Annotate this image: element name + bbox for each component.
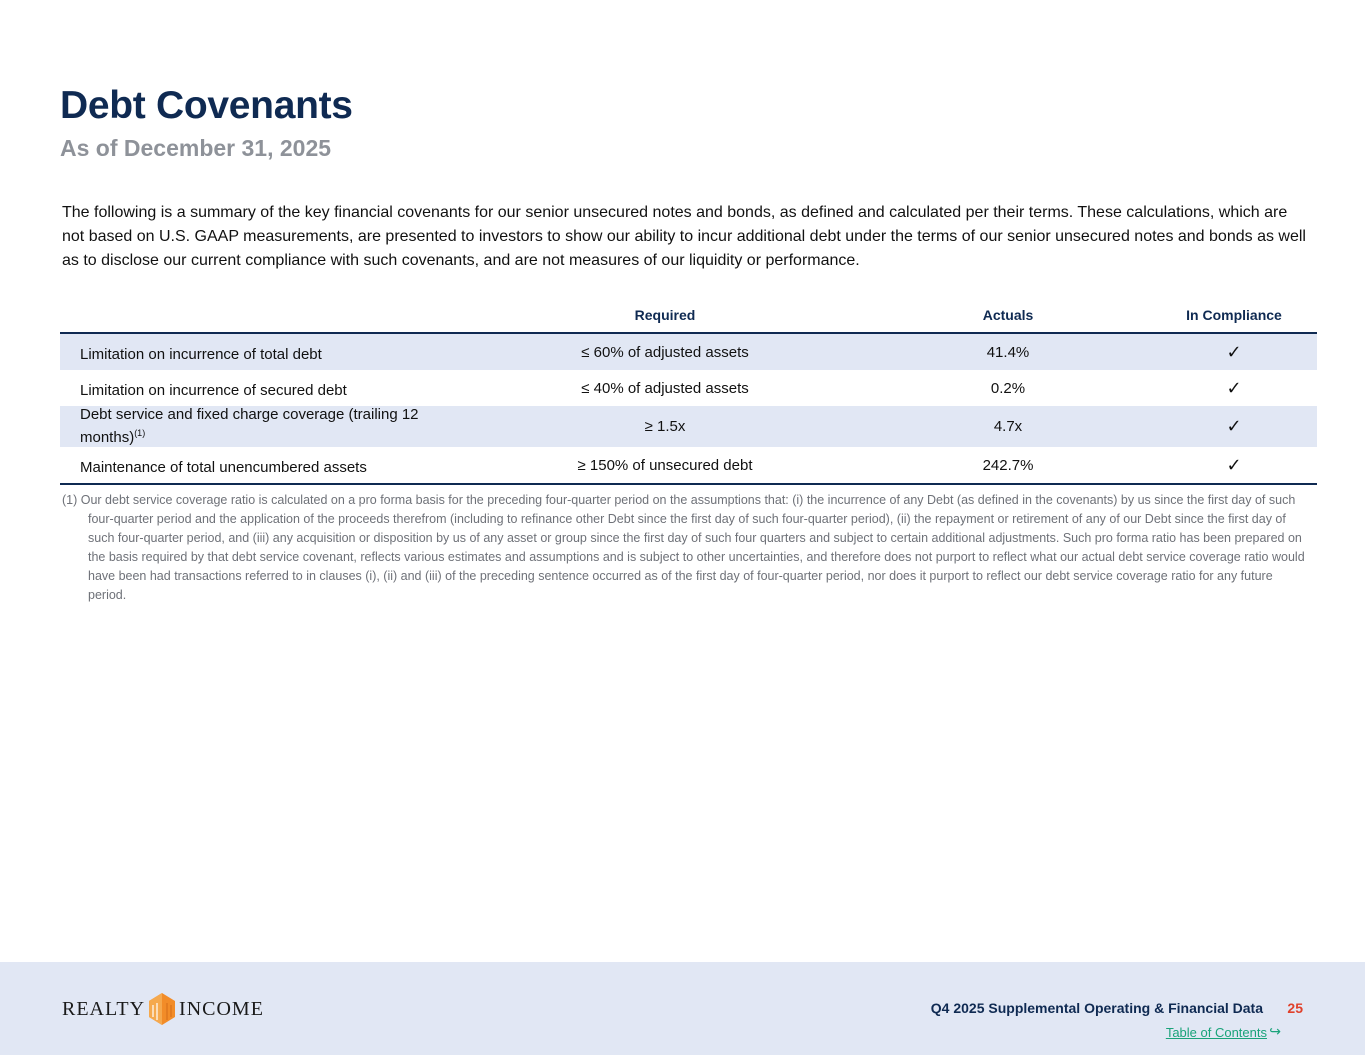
logo-text-income: INCOME	[179, 997, 264, 1020]
required-value: ≤ 60% of adjusted assets	[465, 333, 865, 370]
required-value: ≤ 40% of adjusted assets	[581, 379, 749, 397]
page-title: Debt Covenants	[60, 84, 353, 127]
covenant-name: Debt service and fixed charge coverage (trailing 12 months)$^{(1)}$	[60, 406, 465, 447]
compliance-check-icon: ✓	[1151, 333, 1317, 370]
actual-value: 4.7x	[865, 406, 1151, 447]
table-header-row	[60, 298, 1317, 333]
table-row	[60, 406, 1317, 447]
covenant-name: Limitation on incurrence of secured debt	[80, 381, 347, 399]
page-subtitle: As of December 31, 2025	[60, 135, 332, 161]
column-header-required: Required	[465, 298, 865, 333]
table-row	[60, 333, 1317, 370]
column-header-actuals: Actuals	[865, 298, 1151, 333]
realty-income-logo	[62, 993, 264, 1025]
covenants-table	[60, 298, 1317, 485]
required-value: ≥ 1.5x	[465, 406, 865, 447]
covenant-name: Limitation on incurrence of total debt	[60, 333, 465, 370]
column-header-compliance: In Compliance	[1151, 298, 1317, 333]
table-row	[60, 370, 1317, 406]
actual-value: 41.4%	[865, 333, 1151, 370]
compliance-check-icon: ✓	[1151, 447, 1317, 484]
logo-mark-icon	[149, 993, 175, 1025]
column-header-covenant	[60, 298, 465, 333]
required-value: ≥ 150% of unsecured debt	[465, 447, 865, 484]
compliance-check-icon: ✓	[1226, 377, 1242, 398]
footnote-marker: (1)	[134, 428, 146, 438]
page-number: 25	[1287, 1000, 1303, 1016]
logo-text-realty: REALTY	[62, 997, 146, 1020]
return-arrow-icon[interactable]: ↪	[1269, 1023, 1281, 1039]
table-of-contents-link[interactable]: Table of Contents	[1165, 1025, 1267, 1040]
compliance-check-icon: ✓	[1151, 406, 1317, 447]
document-title: Q4 2025 Supplemental Operating & Financial Data	[930, 1000, 1263, 1016]
actual-value: 0.2%	[990, 379, 1026, 397]
footnote: (1) Our debt service coverage ratio is calculated on a pro forma basis for the preceding four-quarter period on the assumptions that: (i) the incurrence of any Debt (as defined in the covenants) by us since the first day of such four-quarter period and the application of the proceeds therefrom (including to refinance other Debt since the first day of such four-quarter period), (ii) the repayment or retirement of any of our Debt since the first day of such four-quarter period, and (iii) any acquisition or disposition by us of any asset or group since the first day of such four quarters and subject to certain additional adjustments. Such pro forma ratio has been prepared on the basis required by that debt service covenant, reflects various estimates and assumptions and is subject to other uncertainties, and therefore does not purport to reflect what our actual debt service coverage ratio would have been had transactions referred to in clauses (i), (ii) and (iii) of the preceding sentence occurred as of the first day of four-quarter period, nor does it purport to reflect our debt service coverage ratio for any future period.	[62, 493, 1305, 602]
table-row	[60, 447, 1317, 484]
intro-paragraph: The following is a summary of the key financial covenants for our senior unsecured notes and bonds, as defined and calculated per their terms. These calculations, which are not based on U.S. GAAP measurements, are presented to investors to show our ability to incur additional debt under the terms of our senior unsecured notes and bonds as well as to disclose our current compliance with such covenants, and are not measures of our liquidity or performance.	[62, 204, 1306, 269]
actual-value: 242.7%	[865, 447, 1151, 484]
page-footer	[0, 962, 1365, 1055]
covenant-name: Maintenance of total unencumbered assets	[60, 447, 465, 484]
